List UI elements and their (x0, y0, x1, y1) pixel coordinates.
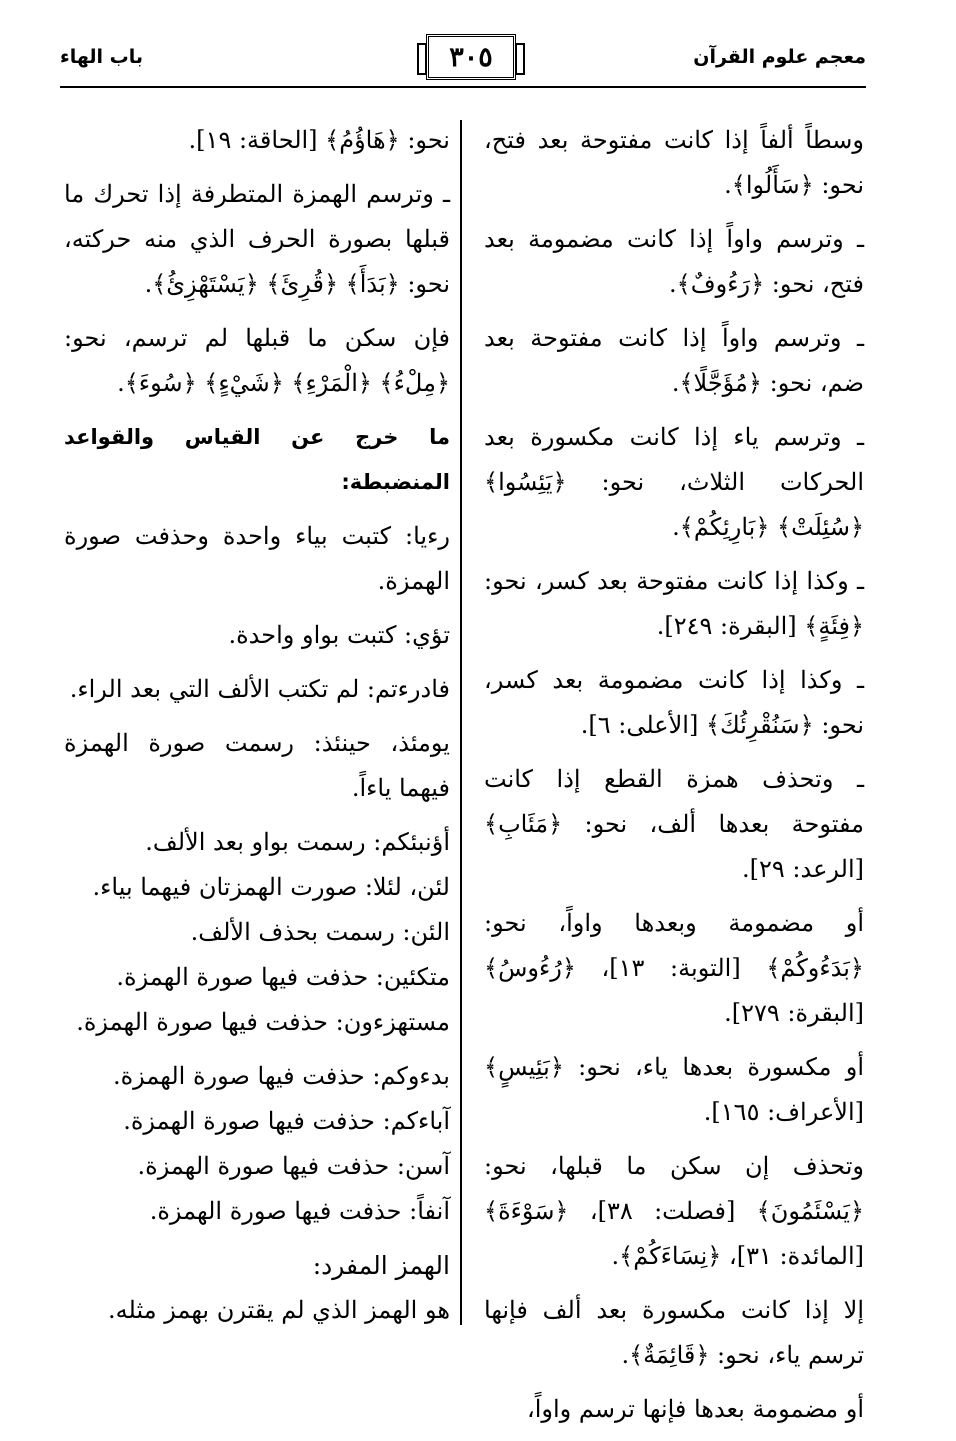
paragraph: فادرءتم: لم تكتب الألف التي بعد الراء. (69, 675, 450, 703)
paragraph: الئن: رسمت بحذف الألف. (190, 918, 450, 946)
paragraph: مستهزءون: حذفت فيها صورة الهمزة. (76, 1008, 450, 1036)
left-column (64, 118, 450, 1342)
paragraph: آباءكم: حذفت فيها صورة الهمزة. (123, 1107, 450, 1135)
paragraph: ـ وكذا إذا كانت مفتوحة بعد كسر، نحو: ﴿فِئَةٍ﴾ [البقرة: ٢٤٩]. (484, 567, 864, 640)
page-number: ٣٠٥ (449, 41, 493, 73)
paragraph: رءيا: كتبت بياء واحدة وحذفت صورة الهمزة. (64, 522, 450, 595)
paragraph: ـ وترسم الهمزة المتطرفة إذا تحرك ما قبلها بصورة الحرف الذي منه حركته، نحو: ﴿بَدَأَ﴾ ﴿قُرِئَ﴾ ﴿يَسْتَهْزِئُ﴾. (64, 180, 450, 298)
paragraph: ـ وترسم واواً إذا كانت مفتوحة بعد ضم، نحو: ﴿مُؤَجَّلًا﴾. (484, 324, 864, 397)
paragraph: هو الهمز الذي لم يقترن بهمز مثله. (108, 1296, 450, 1324)
book-title: معجم علوم القرآن (693, 46, 866, 68)
paragraph: لئن، لئلا: صورت الهمزتان فيهما بياء. (92, 873, 450, 901)
paragraph: متكئين: حذفت فيها صورة الهمزة. (116, 963, 450, 991)
paragraph: آنفاً: حذفت فيها صورة الهمزة. (149, 1197, 450, 1225)
paragraph: وسطاً ألفاً إذا كانت مفتوحة بعد فتح، نحو: ﴿سَأَلُوا﴾. (484, 126, 864, 199)
paragraph: فإن سكن ما قبلها لم ترسم، نحو: ﴿مِلْءُ﴾ ﴿الْمَرْءِ﴾ ﴿شَيْءٍ﴾ ﴿سُوءَ﴾. (64, 324, 450, 397)
paragraph: يومئذ، حينئذ: رسمت صورة الهمزة فيهما ياءاً. (64, 729, 450, 802)
paragraph: بدءوكم: حذفت فيها صورة الهمزة. (112, 1062, 450, 1090)
paragraph: آسن: حذفت فيها صورة الهمزة. (137, 1152, 450, 1180)
paragraph: أو مضمومة بعدها فإنها ترسم واواً، (527, 1395, 864, 1423)
section-title: باب الهاء (60, 46, 144, 68)
paragraph: ـ وترسم ياء إذا كانت مكسورة بعد الحركات الثلاث، نحو: ﴿يَئِسُوا﴾ ﴿سُئِلَتْ﴾ ﴿بَارِئِكُمْ﴾. (484, 423, 864, 541)
paragraph: أؤنبئكم: رسمت بواو بعد الألف. (145, 828, 450, 856)
paragraph: ـ وتحذف همزة القطع إذا كانت مفتوحة بعدها ألف، نحو: ﴿مَئَابِ﴾ [الرعد: ٢٩]. (484, 765, 864, 883)
paragraph: إلا إذا كانت مكسورة بعد ألف فإنها ترسم ياء، نحو: ﴿قَائِمَةٌ﴾. (484, 1296, 864, 1369)
paragraph: ـ وكذا إذا كانت مضمومة بعد كسر، نحو: ﴿سَنُقْرِئُكَ﴾ [الأعلى: ٦]. (484, 666, 864, 739)
section-heading: ما خرج عن القياس والقواعد المنضبطة: (64, 425, 450, 494)
paragraph: وتحذف إن سكن ما قبلها، نحو: ﴿يَسْئَمُونَ﴾ [فصلت: ٣٨]، ﴿سَوْءَةَ﴾ [المائدة: ٣١]، ﴿نِسَاءَكُمْ﴾. (484, 1152, 865, 1270)
paragraph: تؤي: كتبت بواو واحدة. (228, 621, 450, 649)
paragraph: نحو: ﴿هَاؤُمُ﴾ [الحاقة: ١٩]. (188, 126, 450, 154)
paragraph: ـ وترسم واواً إذا كانت مضمومة بعد فتح، نحو: ﴿رَءُوفٌ﴾. (484, 225, 864, 298)
page-number-frame (426, 34, 516, 80)
header-rule (60, 86, 866, 88)
paragraph: أو مكسورة بعدها ياء، نحو: ﴿بَئِيسٍ﴾ [الأعراف: ١٦٥]. (484, 1053, 864, 1126)
column-divider (460, 120, 462, 1325)
page-header (60, 28, 866, 88)
paragraph: أو مضمومة وبعدها واواً، نحو: ﴿بَدَءُوكُمْ﴾ [التوبة: ١٣]، ﴿رُءُوسُ﴾ [البقرة: ٢٧٩]. (484, 909, 864, 1027)
section-heading: الهمز المفرد: (312, 1251, 450, 1280)
right-column (484, 118, 864, 1441)
